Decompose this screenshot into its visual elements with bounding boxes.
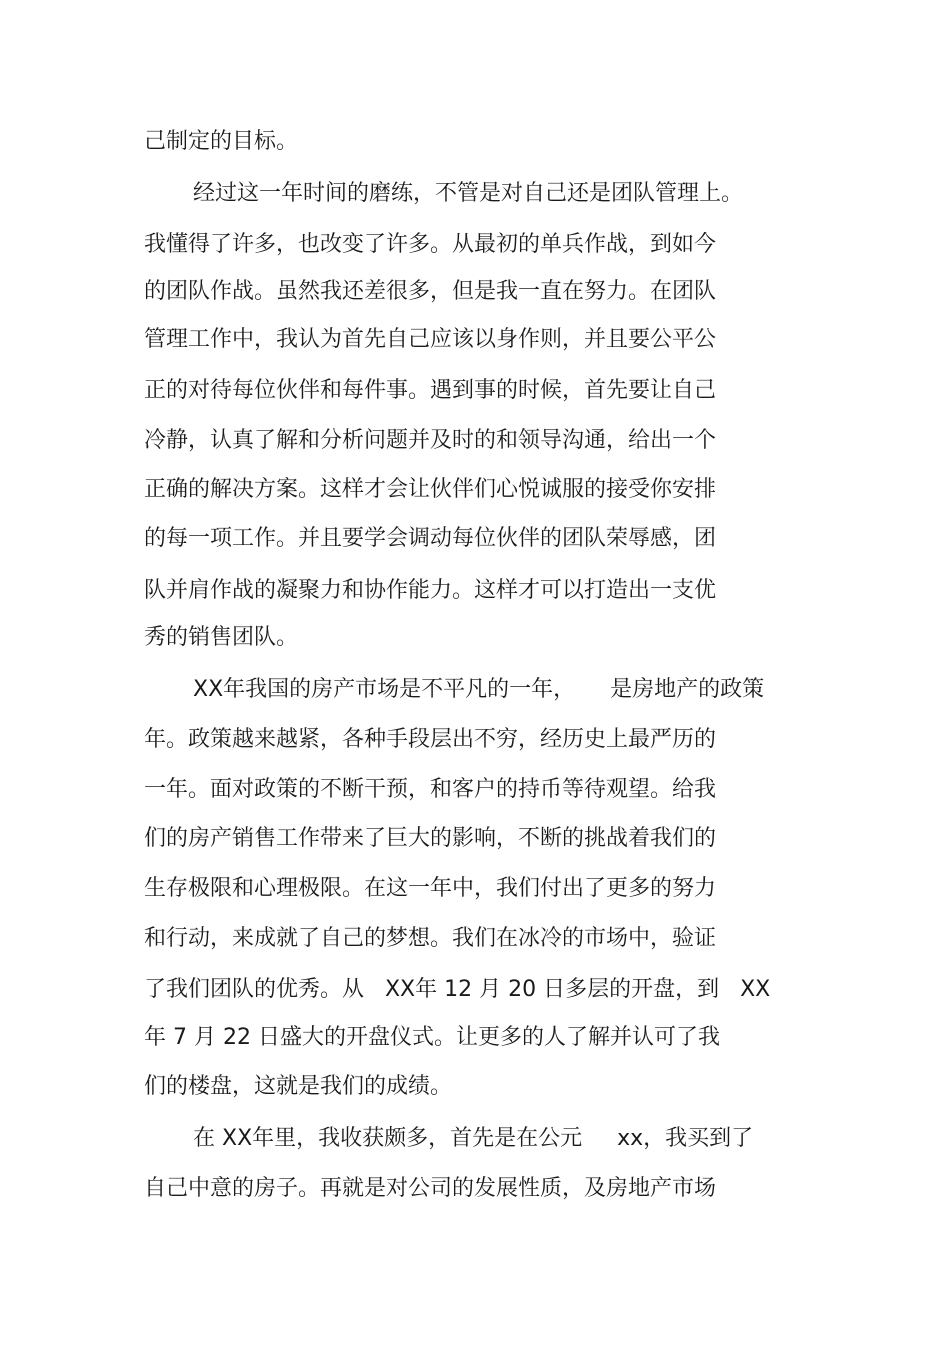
text-line: 正确的解决方案。这样才会让伙伴们心悦诚服的接受你安排 [144, 477, 717, 502]
paragraph-start-line: 经过这一年时间的磨练，不管是对自己还是团队管理上。 [193, 181, 744, 206]
text-line: 们的房产销售工作带来了巨大的影响，不断的挑战着我们的 [144, 826, 717, 851]
text-line: 的每一项工作。并且要学会调动每位伙伴的团队荣辱感，团 [144, 526, 717, 551]
text-line: 们的楼盘，这就是我们的成绩。 [144, 1074, 453, 1099]
text-line: 的团队作战。虽然我还差很多，但是我一直在努力。在团队 [144, 279, 717, 304]
text-line: 秀的销售团队。 [144, 625, 299, 650]
text-line: 一年。面对政策的不断干预，和客户的持币等待观望。给我 [144, 777, 717, 802]
text-line: 我懂得了许多，也改变了许多。从最初的单兵作战，到如今 [144, 232, 717, 257]
text-line: 队并肩作战的凝聚力和协作能力。这样才可以打造出一支优 [144, 578, 717, 603]
text-line: 年 7 月 22 日盛大的开盘仪式。让更多的人了解并认可了我 [144, 1025, 720, 1050]
text-line: 管理工作中，我认为首先自己应该以身作则，并且要公平公 [144, 327, 717, 352]
text-line: 和行动，来成就了自己的梦想。我们在冰冷的市场中，验证 [144, 926, 717, 951]
paragraph-start-line: 在 XX年里，我收获颇多，首先是在公元 xx，我买到了 [193, 1126, 754, 1151]
text-line: 了我们团队的优秀。从 XX年 12 月 20 日多层的开盘，到 XX [144, 977, 771, 1002]
text-line: 自己中意的房子。再就是对公司的发展性质，及房地产市场 [144, 1176, 717, 1201]
text-line: 己制定的目标。 [144, 129, 299, 154]
text-line: 正的对待每位伙伴和每件事。遇到事的时候，首先要让自己 [144, 378, 717, 403]
text-line: 年。政策越来越紧，各种手段层出不穷，经历史上最严历的 [144, 727, 717, 752]
paragraph-start-line: XX年我国的房产市场是不平凡的一年， 是房地产的政策 [193, 677, 765, 702]
text-line: 生存极限和心理极限。在这一年中，我们付出了更多的努力 [144, 876, 717, 901]
text-line: 冷静，认真了解和分析问题并及时的和领导沟通，给出一个 [144, 428, 717, 453]
